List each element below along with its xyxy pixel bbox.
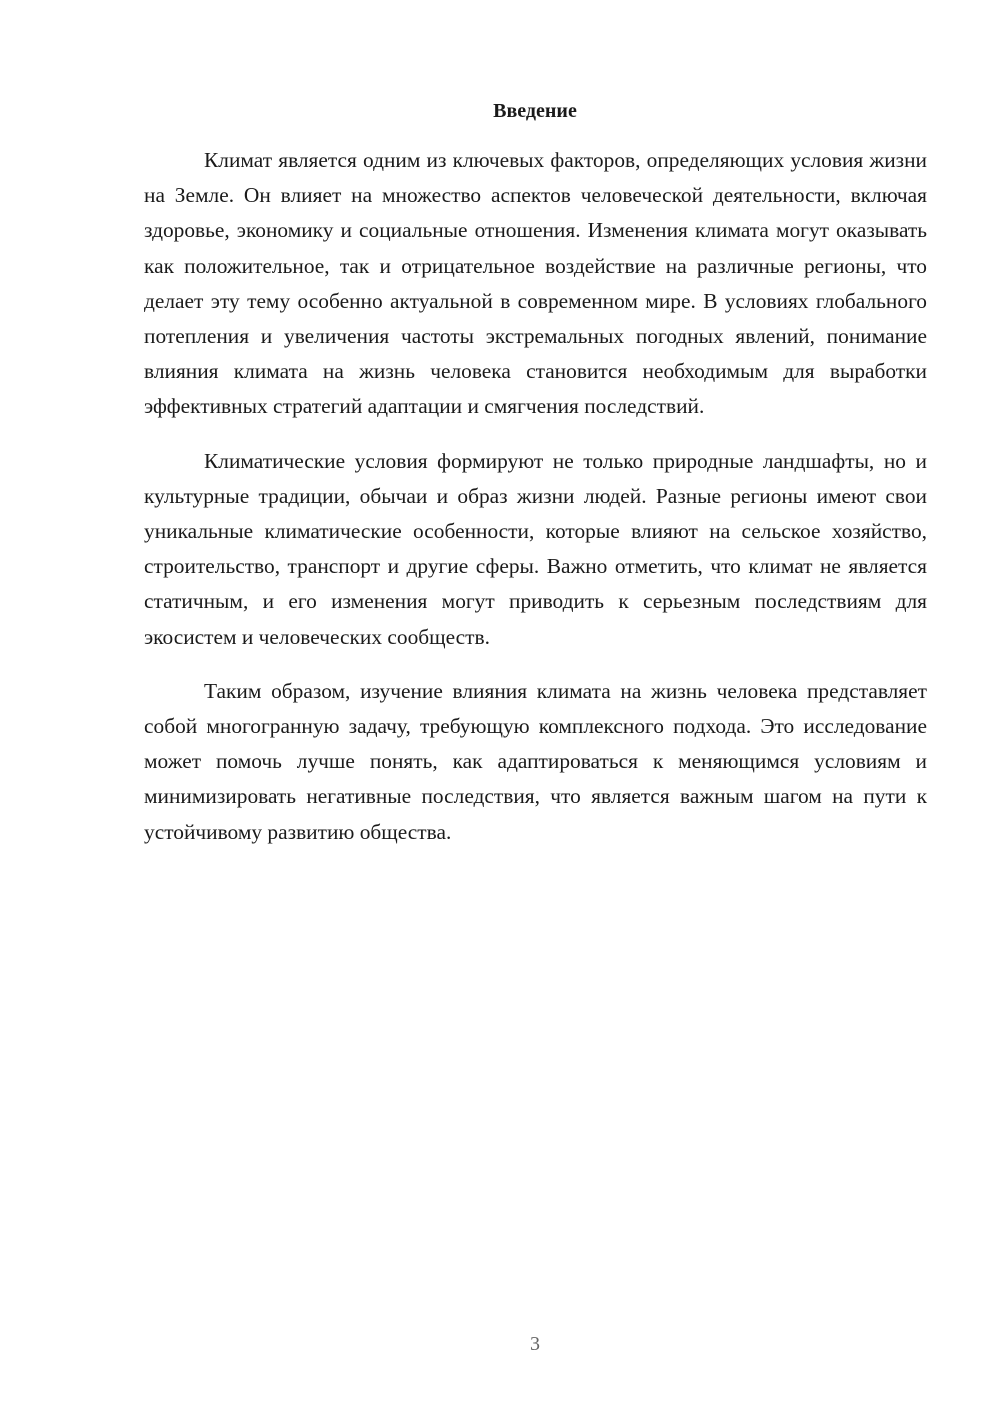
- body-text: [144, 143, 927, 869]
- page-number: 3: [530, 1333, 540, 1355]
- paragraph-3: Таким образом, изучение влияния климата на жизнь человека представляет собой многогранную задачу, требующую комплексного подхода. Это исследование может помочь лучше понять, как адаптироваться к меняющимся условиям и минимизировать негативные последствия, что является важным шагом на пути к устойчивому развитию общества.: [144, 678, 927, 844]
- section-title: Введение: [493, 100, 577, 122]
- paragraph-1: Климат является одним из ключевых факторов, определяющих условия жизни на Земле. Он влияет на множество аспектов человеческой деятельности, включая здоровье, экономику и социальные отношения. Изменения климата могут оказывать как положительное, так и отрицательное воздействие на различные регионы, что делает эту тему особенно актуальной в современном мире. В условиях глобального потепления и увеличения частоты экстремальных погодных явлений, понимание влияния климата на жизнь человека становится необходимым для выработки эффективных стратегий адаптации и смягчения последствий.: [144, 148, 927, 419]
- paragraph-2: Климатические условия формируют не только природные ландшафты, но и культурные традиции, обычаи и образ жизни людей. Разные регионы имеют свои уникальные климатические особенности, которые влияют на сельское хозяйство, строительство, транспорт и другие сферы. Важно отметить, что климат не является статичным, и его изменения могут приводить к серьезным последствиям для экосистем и человеческих сообществ.: [144, 448, 927, 649]
